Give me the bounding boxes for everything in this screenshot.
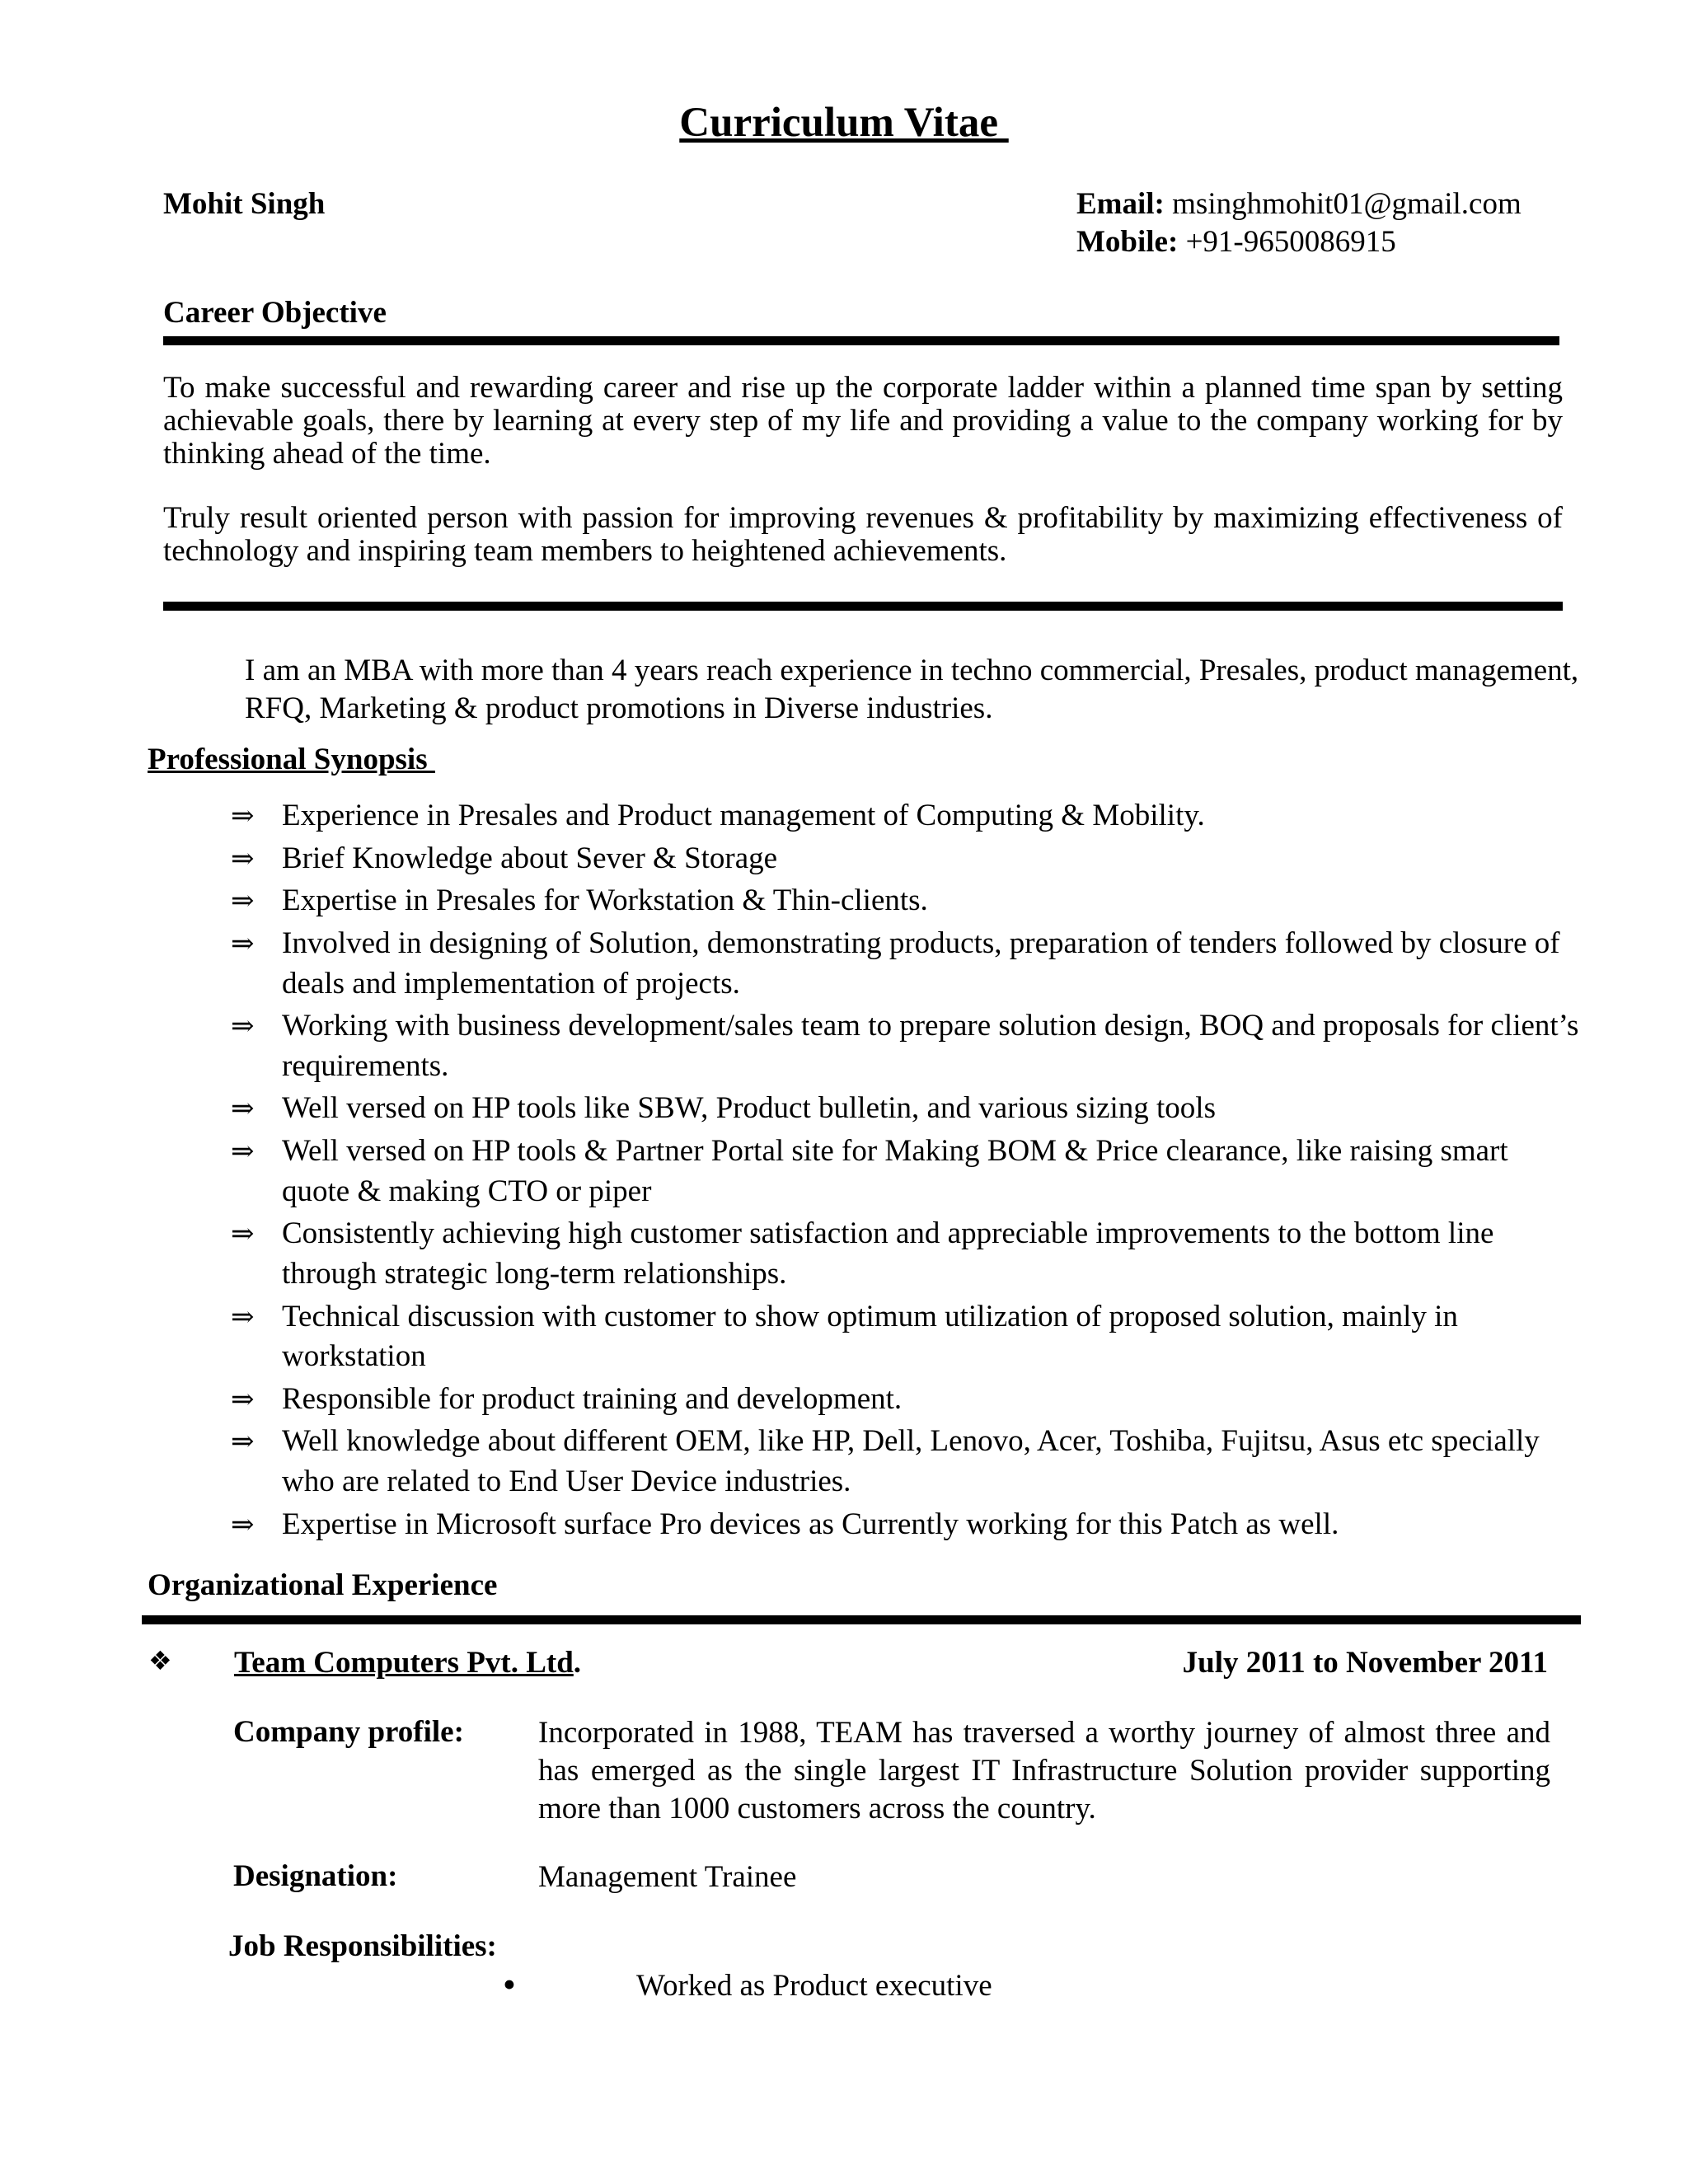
section-divider [163,336,1559,345]
synopsis-item [231,1132,1582,1212]
company-profile-label: Company profile: [233,1715,464,1749]
double-arrow-bullet-icon: ⇒ [231,884,255,918]
double-arrow-bullet-icon: ⇒ [231,1425,255,1459]
synopsis-item-text: Well versed on HP tools like SBW, Product bulletin, and various sizing tools [282,1091,1216,1126]
synopsis-item [231,1214,1582,1294]
email-value: msinghmohit01@gmail.com [1172,187,1522,221]
synopsis-item-text: Experience in Presales and Product management of Computing & Mobility. [282,799,1205,832]
synopsis-item [231,1297,1582,1377]
bullet-dot-icon: • [500,1968,518,2004]
employment-dates: July 2011 to November 2011 [1182,1646,1548,1680]
diamond-bullet-icon: ❖ [148,1645,172,1676]
synopsis-item-text: Well knowledge about different OEM, like HP, Dell, Lenovo, Acer, Toshiba, Fujitsu, Asus etc specially who are related to End User Device industries. [282,1424,1540,1498]
section-divider [163,602,1563,611]
synopsis-item-text: Well versed on HP tools & Partner Portal site for Making BOM & Price clearance, like raising smart quote & making CTO or piper [282,1134,1508,1208]
designation-value: Management Trainee [538,1860,797,1894]
double-arrow-bullet-icon: ⇒ [231,841,255,875]
mobile-line [1076,224,1396,260]
synopsis-item [231,1422,1582,1502]
synopsis-item [231,1380,1582,1420]
double-arrow-bullet-icon: ⇒ [231,799,255,832]
synopsis-item-text: Responsible for product training and development. [282,1381,903,1416]
synopsis-item-text: Expertise in Microsoft surface Pro devices as Currently working for this Patch as well. [282,1507,1339,1541]
double-arrow-bullet-icon: ⇒ [231,1135,255,1169]
professional-synopsis-heading: Professional Synopsis [148,743,435,776]
responsibility-item: Worked as Product executive [636,1969,992,2003]
synopsis-item-text: Working with business development/sales team to prepare solution design, BOQ and proposals for client’s requirements. [282,1009,1579,1083]
email-label: Email: [1076,187,1165,221]
double-arrow-bullet-icon: ⇒ [231,1507,255,1541]
career-objective-heading: Career Objective [163,296,387,330]
email-line [1076,186,1522,222]
candidate-name: Mohit Singh [163,187,326,221]
synopsis-list [231,796,1582,1547]
synopsis-item [231,1089,1582,1129]
intro-summary: I am an MBA with more than 4 years reach experience in techno commercial, Presales, product management, RFQ, Marketing & product promotions in Diverse industries. [245,654,1579,725]
designation-label: Designation: [233,1859,398,1893]
double-arrow-bullet-icon: ⇒ [231,1092,255,1126]
document-title: Curriculum Vitae [679,100,1009,146]
company-name: Team Computers Pvt. Ltd. [234,1646,582,1680]
synopsis-item [231,881,1582,921]
organizational-experience-heading: Organizational Experience [148,1568,498,1602]
synopsis-item-text: Technical discussion with customer to show optimum utilization of proposed solution, mainly in workstation [282,1299,1458,1373]
mobile-label: Mobile: [1076,225,1179,259]
job-responsibilities-label: Job Responsibilities: [228,1929,497,1963]
synopsis-item-text: Involved in designing of Solution, demonstrating products, preparation of tenders followed by closure of deals and implementation of projects. [282,926,1560,1001]
synopsis-item [231,1505,1582,1545]
synopsis-item-text: Brief Knowledge about Sever & Storage [282,841,778,875]
double-arrow-bullet-icon: ⇒ [231,1300,255,1333]
synopsis-item [231,1006,1582,1086]
double-arrow-bullet-icon: ⇒ [231,1382,255,1416]
section-divider [142,1615,1581,1624]
career-objective-paragraph-1: To make successful and rewarding career and rise up the corporate ladder within a planned time span by setting achievable goals, there by learning at every step of my life and providing a value to the company working for by thinking ahead of the time. [163,371,1563,471]
double-arrow-bullet-icon: ⇒ [231,927,255,961]
company-profile-text: Incorporated in 1988, TEAM has traversed a worthy journey of almost three and has emerged as the single largest IT Infrastructure Solution provider supporting more than 1000 customers across the country. [538,1716,1550,1825]
double-arrow-bullet-icon: ⇒ [231,1217,255,1251]
career-objective-paragraph-2: Truly result oriented person with passion for improving revenues & profitability by maximizing effectiveness of technology and inspiring team members to heightened achievements. [163,501,1563,568]
synopsis-item [231,839,1582,879]
synopsis-item [231,796,1582,837]
synopsis-item-text: Expertise in Presales for Workstation & Thin-clients. [282,883,928,918]
mobile-value: +91-9650086915 [1185,225,1396,259]
synopsis-item [231,924,1582,1004]
double-arrow-bullet-icon: ⇒ [231,1010,255,1043]
synopsis-item-text: Consistently achieving high customer satisfaction and appreciable improvements to the bottom line through strategic long-term relationships. [282,1216,1494,1291]
